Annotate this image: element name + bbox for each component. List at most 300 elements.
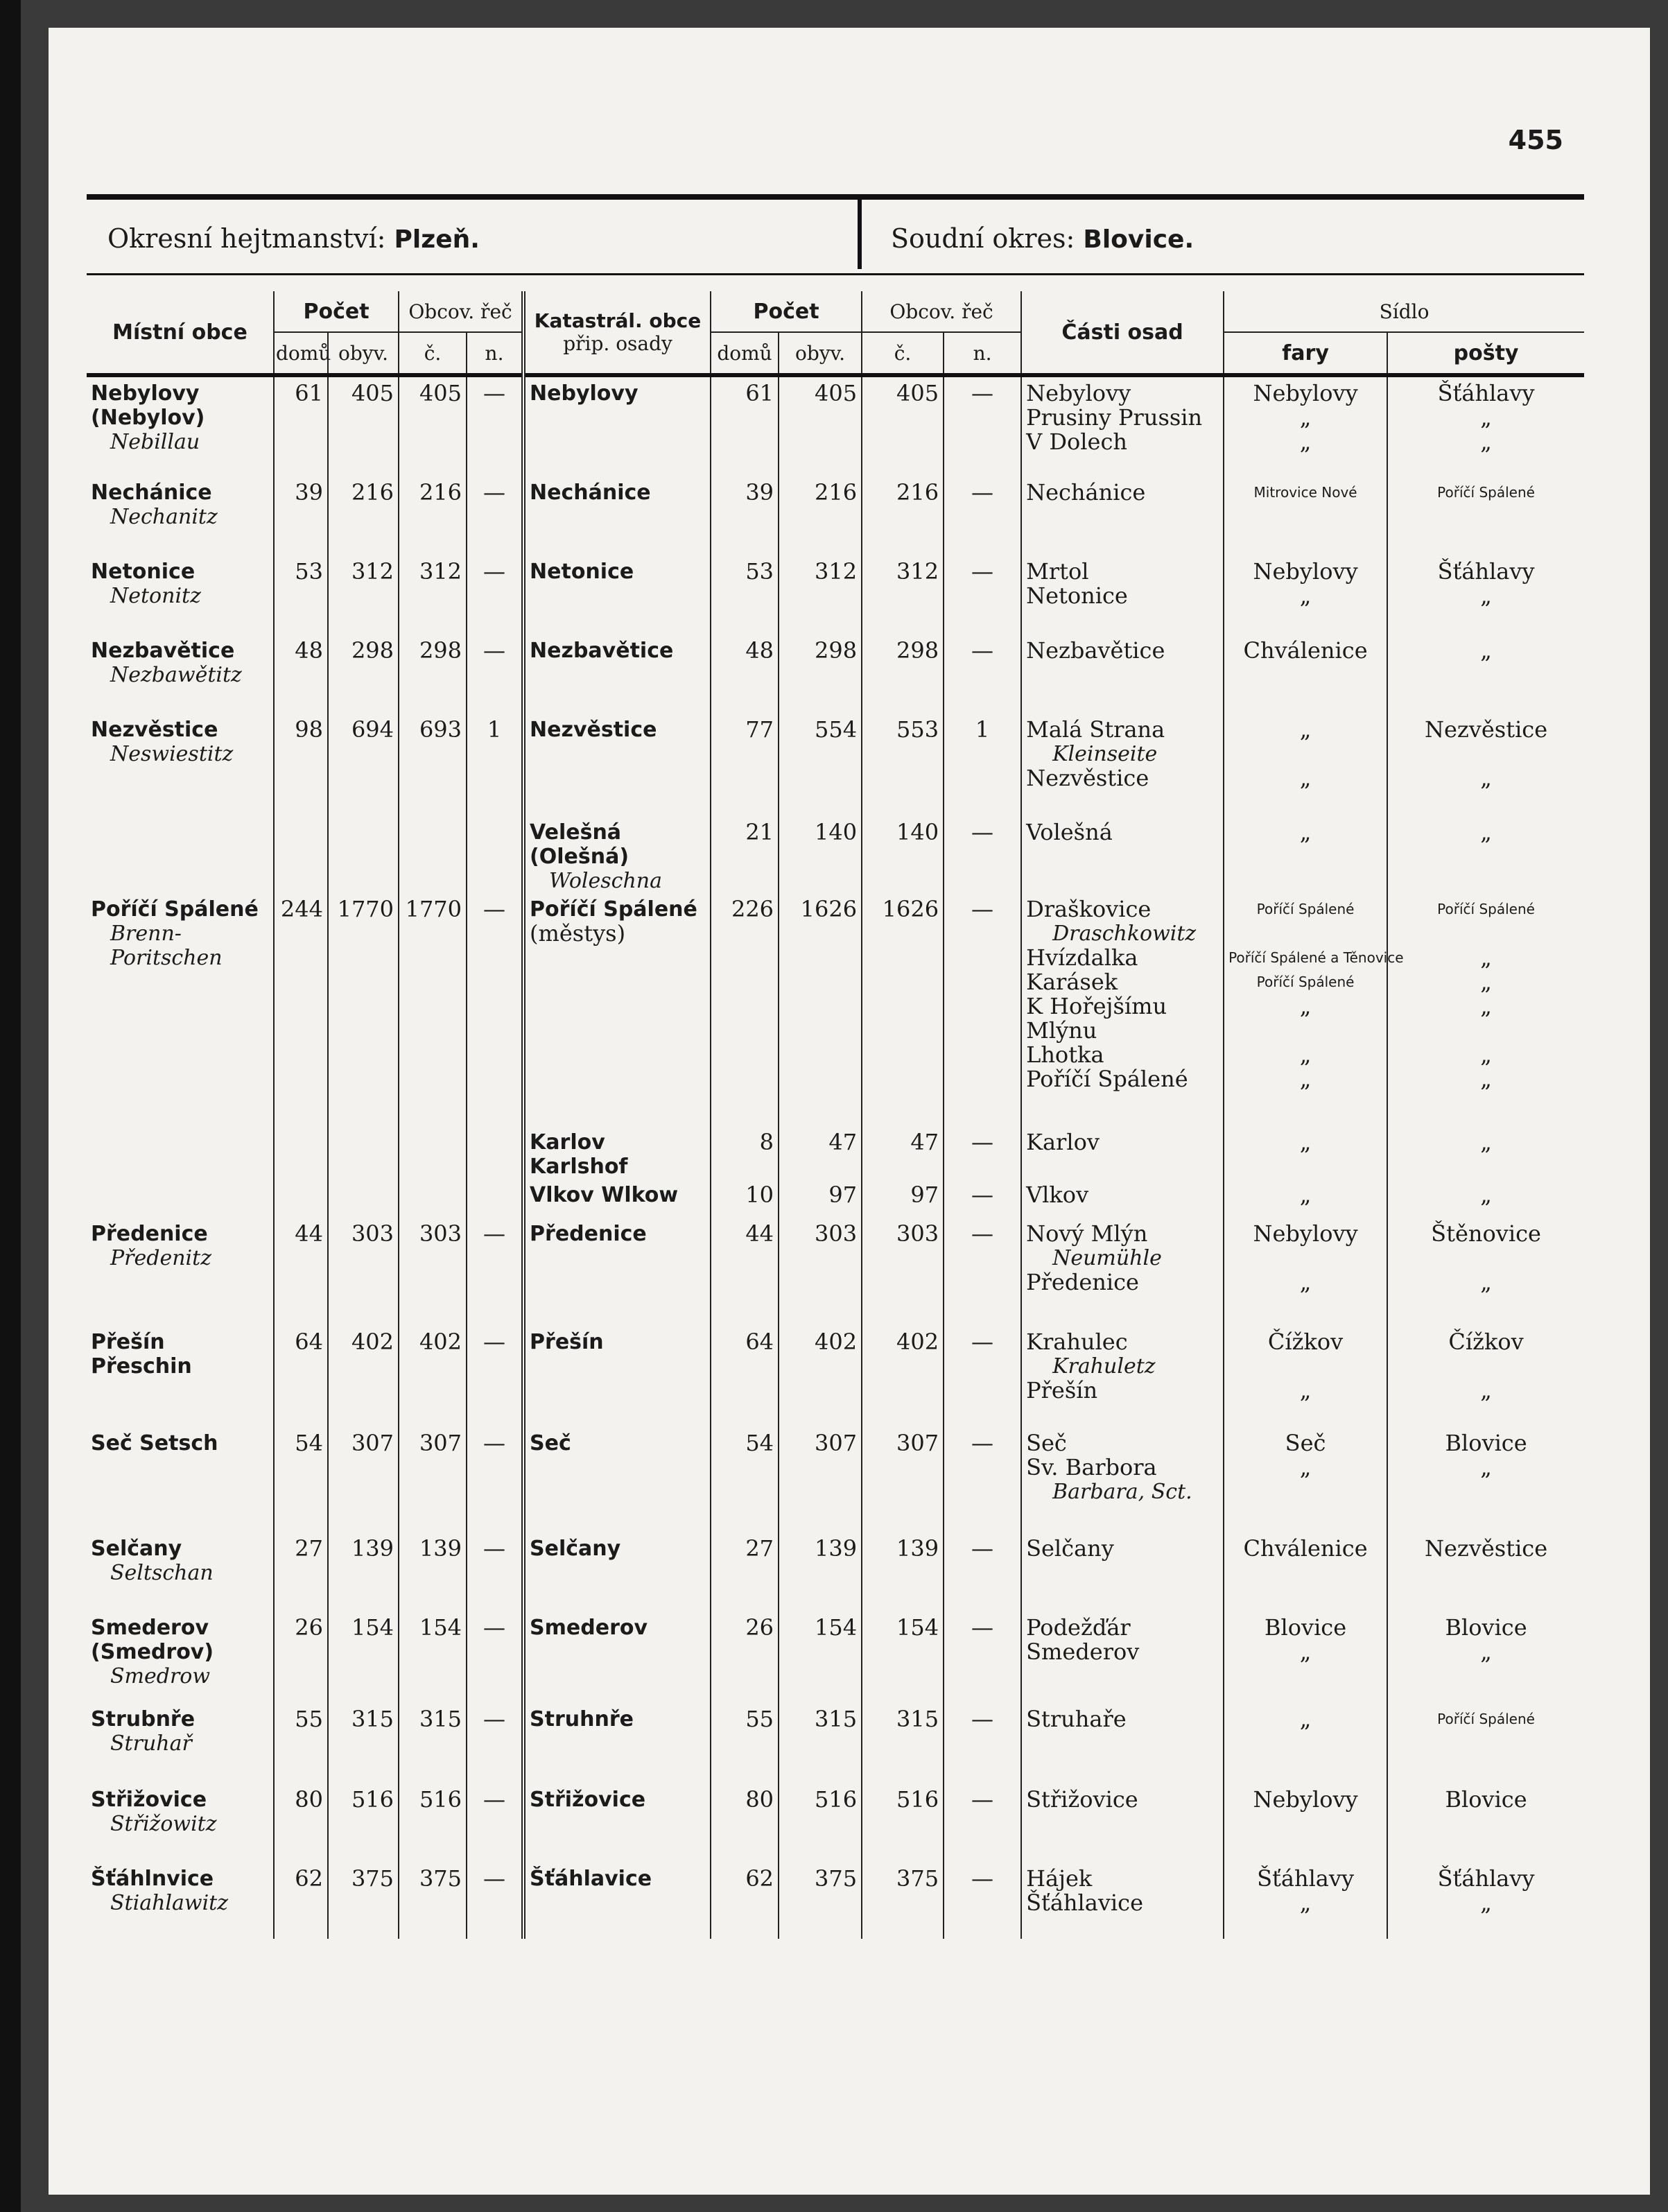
cell-k-domu bbox=[711, 634, 779, 714]
cell-domu-value: 64 bbox=[295, 1329, 323, 1355]
fara-seat: Seč bbox=[1285, 1430, 1326, 1456]
cell-k-domu-value: 226 bbox=[731, 896, 774, 922]
cell-domu bbox=[274, 634, 328, 714]
cell-k-german bbox=[944, 1218, 1021, 1326]
obec-name: Nezbavětice bbox=[91, 639, 235, 663]
obec-german-name: Neswiestitz bbox=[110, 742, 234, 766]
table-row bbox=[87, 1783, 1584, 1863]
col-domu-2: domů bbox=[711, 332, 779, 375]
cell-casti-osad bbox=[1021, 1783, 1224, 1863]
cell-domu bbox=[274, 816, 328, 893]
cell-k-czech bbox=[862, 634, 944, 714]
cell-k-obyv bbox=[779, 1126, 862, 1179]
cell-k-german bbox=[944, 634, 1021, 714]
table-row bbox=[87, 816, 1584, 893]
cell-german bbox=[467, 893, 523, 1126]
cell-czech bbox=[399, 816, 467, 893]
cell-obyv-value: 303 bbox=[351, 1220, 394, 1247]
cell-k-obyv bbox=[779, 816, 862, 893]
table-row bbox=[87, 555, 1584, 634]
katastral-name: Předenice bbox=[530, 1222, 647, 1246]
cell-fary bbox=[1224, 555, 1387, 634]
fara-seat: „ bbox=[1299, 582, 1312, 609]
cell-katastral bbox=[523, 1532, 711, 1612]
part-name: Mrtol bbox=[1026, 558, 1089, 585]
cell-obec bbox=[87, 1863, 274, 1939]
part-name: Hájek bbox=[1026, 1865, 1093, 1892]
fara-seat: Mitrovice Nové bbox=[1253, 484, 1357, 501]
cell-k-czech bbox=[862, 1126, 944, 1179]
cell-katastral bbox=[523, 1179, 711, 1218]
table-row bbox=[87, 1863, 1584, 1939]
cell-domu-value: 98 bbox=[295, 716, 323, 743]
cell-domu-value: 48 bbox=[295, 637, 323, 664]
cell-obyv bbox=[328, 1612, 399, 1703]
posta-seat bbox=[1392, 1246, 1580, 1270]
cell-k-german bbox=[944, 1326, 1021, 1427]
cell-k-czech bbox=[862, 555, 944, 634]
cell-czech-value: 216 bbox=[419, 479, 462, 506]
obec-german-name: Nebillau bbox=[110, 430, 200, 454]
katastral-name: Poříčí Spálené bbox=[530, 897, 697, 922]
cell-katastral bbox=[523, 476, 711, 555]
cell-obyv-value: 405 bbox=[351, 380, 394, 406]
cell-obyv bbox=[328, 1427, 399, 1532]
cell-german-value: — bbox=[483, 1786, 506, 1813]
table-row bbox=[87, 634, 1584, 714]
table-row bbox=[87, 375, 1584, 476]
cell-czech bbox=[399, 1612, 467, 1703]
posta-seat: „ bbox=[1480, 637, 1492, 664]
table-row bbox=[87, 476, 1584, 555]
obec-alt-name: (Smedrov) bbox=[91, 1640, 214, 1664]
cell-k-german bbox=[944, 893, 1021, 1126]
cell-k-czech-value: 216 bbox=[896, 479, 939, 506]
cell-k-german-value: — bbox=[971, 380, 994, 406]
obec-name: Předenice bbox=[91, 1222, 208, 1246]
posta-seat: Nezvěstice bbox=[1424, 1535, 1548, 1562]
katastral-name: Selčany bbox=[530, 1537, 621, 1561]
table-head bbox=[87, 291, 1584, 375]
posta-seat: Blovice bbox=[1445, 1614, 1527, 1641]
part-name: Nebylovy bbox=[1026, 380, 1131, 406]
cell-fary bbox=[1224, 375, 1387, 476]
cell-casti-osad bbox=[1021, 714, 1224, 816]
title-divider bbox=[858, 200, 862, 269]
fara-seat: „ bbox=[1299, 1129, 1312, 1155]
cell-k-obyv bbox=[779, 476, 862, 555]
obec-german-name: Stiahlawitz bbox=[110, 1891, 229, 1915]
title-bar bbox=[87, 194, 1584, 275]
cell-k-obyv-value: 307 bbox=[814, 1430, 858, 1456]
cell-k-czech bbox=[862, 1612, 944, 1703]
posta-seat: „ bbox=[1480, 1639, 1492, 1665]
cell-k-czech bbox=[862, 476, 944, 555]
cell-obec bbox=[87, 375, 274, 476]
cell-czech-value: 1770 bbox=[405, 896, 462, 922]
cell-k-domu bbox=[711, 1532, 779, 1612]
cell-casti-osad bbox=[1021, 816, 1224, 893]
cell-k-german bbox=[944, 1863, 1021, 1939]
cell-posty bbox=[1387, 1179, 1584, 1218]
cell-fary bbox=[1224, 1218, 1387, 1326]
cell-obec bbox=[87, 1612, 274, 1703]
cell-k-obyv-value: 140 bbox=[814, 819, 858, 845]
obec-name: Seč Setsch bbox=[91, 1431, 218, 1455]
katastral-name: Nezvěstice bbox=[530, 718, 657, 742]
cell-posty bbox=[1387, 1783, 1584, 1863]
cell-k-obyv-value: 303 bbox=[814, 1220, 858, 1247]
cell-k-obyv-value: 139 bbox=[814, 1535, 858, 1562]
cell-katastral bbox=[523, 893, 711, 1126]
posta-seat bbox=[1392, 1480, 1580, 1504]
cell-domu bbox=[274, 1783, 328, 1863]
cell-czech-value: 375 bbox=[419, 1865, 462, 1892]
posta-seat bbox=[1392, 1019, 1580, 1043]
cell-obyv-value: 216 bbox=[351, 479, 394, 506]
cell-obyv bbox=[328, 1783, 399, 1863]
cell-katastral bbox=[523, 555, 711, 634]
cell-k-czech bbox=[862, 1783, 944, 1863]
fara-seat bbox=[1228, 742, 1382, 766]
cell-czech-value: 139 bbox=[419, 1535, 462, 1562]
cell-czech bbox=[399, 714, 467, 816]
cell-german bbox=[467, 1532, 523, 1612]
part-name: Vlkov bbox=[1026, 1182, 1089, 1208]
cell-k-czech-value: 298 bbox=[896, 637, 939, 664]
col-pocet-2: Počet bbox=[711, 291, 862, 332]
court-cell bbox=[891, 223, 1194, 254]
cell-k-domu-value: 53 bbox=[745, 558, 774, 585]
obec-name: Střižovice bbox=[91, 1788, 207, 1812]
cell-czech-value: 303 bbox=[419, 1220, 462, 1247]
posta-seat: „ bbox=[1480, 582, 1492, 609]
cell-k-domu bbox=[711, 375, 779, 476]
cell-k-obyv bbox=[779, 555, 862, 634]
cell-k-domu-value: 27 bbox=[745, 1535, 774, 1562]
col-casti-osad: Části osad bbox=[1021, 291, 1224, 375]
posta-seat: „ bbox=[1480, 1269, 1492, 1295]
cell-czech bbox=[399, 1532, 467, 1612]
cell-obyv-value: 1770 bbox=[337, 896, 394, 922]
col-katastral-top: Katastrál. obce bbox=[534, 309, 702, 332]
part-name: Krahulec bbox=[1026, 1329, 1128, 1355]
cell-domu-value: 44 bbox=[295, 1220, 323, 1247]
obec-name: Netonice bbox=[91, 560, 196, 584]
cell-k-german-value: — bbox=[971, 1182, 994, 1208]
obec-german-name: Seltschan bbox=[110, 1561, 214, 1585]
col-obyv-2: obyv. bbox=[779, 332, 862, 375]
cell-k-german bbox=[944, 375, 1021, 476]
cell-k-czech-value: 405 bbox=[896, 380, 939, 406]
part-name: Selčany bbox=[1026, 1535, 1114, 1562]
part-name: Draschkowitz bbox=[1052, 922, 1197, 946]
cell-casti-osad bbox=[1021, 893, 1224, 1126]
page-gutter bbox=[0, 0, 21, 2212]
cell-domu bbox=[274, 375, 328, 476]
cell-fary bbox=[1224, 1783, 1387, 1863]
cell-domu bbox=[274, 476, 328, 555]
cell-katastral bbox=[523, 1218, 711, 1326]
cell-fary bbox=[1224, 1179, 1387, 1218]
cell-czech bbox=[399, 1218, 467, 1326]
cell-k-german-value: — bbox=[971, 1430, 994, 1456]
cell-obyv-value: 307 bbox=[351, 1430, 394, 1456]
part-name: Netonice bbox=[1026, 582, 1128, 609]
cell-obec bbox=[87, 893, 274, 1126]
fara-seat: Nebylovy bbox=[1253, 558, 1358, 585]
obec-german-name: Předenitz bbox=[110, 1246, 212, 1270]
cell-obec bbox=[87, 816, 274, 893]
cell-obyv-value: 312 bbox=[351, 558, 394, 585]
fara-seat: Čížkov bbox=[1267, 1329, 1344, 1355]
cell-domu-value: 27 bbox=[295, 1535, 323, 1562]
fara-seat: „ bbox=[1299, 1182, 1312, 1208]
cell-posty bbox=[1387, 1612, 1584, 1703]
posta-seat bbox=[1392, 922, 1580, 946]
obec-name: Smederov bbox=[91, 1616, 209, 1640]
posta-seat: „ bbox=[1480, 1377, 1492, 1403]
cell-czech-value: 402 bbox=[419, 1329, 462, 1355]
cell-german bbox=[467, 1612, 523, 1703]
col-katastral-bottom: přip. osady bbox=[563, 332, 672, 355]
part-name: Kleinseite bbox=[1052, 742, 1158, 766]
posta-seat bbox=[1392, 1354, 1580, 1379]
cell-k-german-value: — bbox=[971, 1614, 994, 1641]
fara-seat bbox=[1228, 1354, 1382, 1379]
part-name: Krahuletz bbox=[1052, 1354, 1156, 1379]
cell-k-czech-value: 139 bbox=[896, 1535, 939, 1562]
part-name: Draškovice bbox=[1026, 896, 1152, 922]
cell-domu bbox=[274, 1612, 328, 1703]
cell-k-german-value: — bbox=[971, 1786, 994, 1813]
cell-katastral bbox=[523, 634, 711, 714]
cell-czech bbox=[399, 1703, 467, 1783]
fara-seat: „ bbox=[1299, 1454, 1312, 1480]
cell-czech-value: 516 bbox=[419, 1786, 462, 1813]
posta-seat: Nezvěstice bbox=[1424, 716, 1548, 743]
cell-k-czech-value: 312 bbox=[896, 558, 939, 585]
cell-k-german bbox=[944, 1126, 1021, 1179]
cell-k-obyv bbox=[779, 1703, 862, 1783]
cell-posty bbox=[1387, 555, 1584, 634]
col-sidlo: Sídlo bbox=[1224, 291, 1584, 332]
fara-seat: „ bbox=[1299, 1706, 1312, 1732]
fara-seat: Nebylovy bbox=[1253, 1786, 1358, 1813]
cell-k-czech-value: 553 bbox=[896, 716, 939, 743]
cell-k-obyv bbox=[779, 1427, 862, 1532]
cell-posty bbox=[1387, 1532, 1584, 1612]
fara-seat: „ bbox=[1299, 1042, 1312, 1068]
cell-obyv-value: 694 bbox=[351, 716, 394, 743]
part-name: Hvízdalka bbox=[1026, 944, 1138, 971]
cell-k-domu-value: 39 bbox=[745, 479, 774, 506]
col-mistni-obce: Místní obce bbox=[112, 320, 247, 345]
part-name: Mlýnu bbox=[1026, 1017, 1097, 1044]
part-name: Karásek bbox=[1026, 969, 1118, 995]
cell-fary bbox=[1224, 1326, 1387, 1427]
cell-obyv bbox=[328, 1532, 399, 1612]
fara-seat: „ bbox=[1299, 765, 1312, 791]
part-name: Struhaře bbox=[1026, 1706, 1127, 1732]
cell-czech bbox=[399, 1863, 467, 1939]
cell-k-czech-value: 303 bbox=[896, 1220, 939, 1247]
cell-czech bbox=[399, 1783, 467, 1863]
posta-seat: Čížkov bbox=[1448, 1329, 1524, 1355]
cell-obyv bbox=[328, 634, 399, 714]
cell-k-domu bbox=[711, 1783, 779, 1863]
cell-k-german bbox=[944, 1532, 1021, 1612]
part-name: V Dolech bbox=[1026, 429, 1127, 455]
posta-seat: Štěnovice bbox=[1431, 1220, 1541, 1247]
cell-german-value: 1 bbox=[487, 716, 502, 743]
cell-k-czech bbox=[862, 1179, 944, 1218]
cell-k-czech-value: 97 bbox=[910, 1182, 939, 1208]
cell-k-domu bbox=[711, 1326, 779, 1427]
cell-k-german bbox=[944, 555, 1021, 634]
cell-czech bbox=[399, 1427, 467, 1532]
obec-name: Přešín Přeschin bbox=[91, 1330, 192, 1379]
katastral-name: Nezbavětice bbox=[530, 639, 674, 663]
cell-domu bbox=[274, 1427, 328, 1532]
posta-seat: „ bbox=[1480, 404, 1492, 431]
cell-k-domu bbox=[711, 1863, 779, 1939]
part-name: Neumühle bbox=[1052, 1246, 1162, 1270]
cell-obec bbox=[87, 555, 274, 634]
col-katastral bbox=[523, 291, 711, 375]
cell-domu bbox=[274, 1179, 328, 1218]
cell-k-german-value: — bbox=[971, 819, 994, 845]
cell-k-german bbox=[944, 1703, 1021, 1783]
cell-obyv bbox=[328, 893, 399, 1126]
cell-domu-value: 55 bbox=[295, 1706, 323, 1732]
part-name: Lhotka bbox=[1026, 1042, 1104, 1068]
katastral-name: Karlov Karlshof bbox=[530, 1130, 628, 1179]
part-name: Podežďár bbox=[1026, 1614, 1131, 1641]
cell-fary bbox=[1224, 1703, 1387, 1783]
cell-obec bbox=[87, 1126, 274, 1179]
cell-casti-osad bbox=[1021, 1427, 1224, 1532]
cell-k-obyv bbox=[779, 375, 862, 476]
cell-k-domu-value: 80 bbox=[745, 1786, 774, 1813]
cell-k-obyv bbox=[779, 1863, 862, 1939]
cell-obyv bbox=[328, 714, 399, 816]
cell-czech-value: 405 bbox=[419, 380, 462, 406]
cell-k-czech-value: 402 bbox=[896, 1329, 939, 1355]
cell-k-czech bbox=[862, 1863, 944, 1939]
cell-czech bbox=[399, 1326, 467, 1427]
cell-k-domu bbox=[711, 893, 779, 1126]
cell-fary bbox=[1224, 1126, 1387, 1179]
part-name: Nechánice bbox=[1026, 479, 1146, 506]
cell-posty bbox=[1387, 1326, 1584, 1427]
cell-k-domu bbox=[711, 1126, 779, 1179]
cell-german bbox=[467, 476, 523, 555]
cell-german bbox=[467, 1427, 523, 1532]
cell-obyv bbox=[328, 555, 399, 634]
fara-seat: „ bbox=[1299, 1639, 1312, 1665]
cell-katastral bbox=[523, 1126, 711, 1179]
cell-czech bbox=[399, 375, 467, 476]
cell-k-czech bbox=[862, 1218, 944, 1326]
cell-k-obyv bbox=[779, 1612, 862, 1703]
cell-czech bbox=[399, 1126, 467, 1179]
fara-seat bbox=[1228, 1019, 1382, 1043]
cell-german-value: — bbox=[483, 1535, 506, 1562]
cell-k-obyv-value: 405 bbox=[814, 380, 858, 406]
table-row bbox=[87, 1703, 1584, 1783]
cell-german-value: — bbox=[483, 1706, 506, 1732]
cell-katastral bbox=[523, 714, 711, 816]
fara-seat: Poříčí Spálené a Těnovice bbox=[1228, 949, 1404, 966]
cell-k-german-value: — bbox=[971, 1129, 994, 1155]
cell-czech bbox=[399, 1179, 467, 1218]
fara-seat: „ bbox=[1299, 993, 1312, 1019]
cell-obyv bbox=[328, 1863, 399, 1939]
posta-seat: „ bbox=[1480, 1129, 1492, 1155]
fara-seat: „ bbox=[1299, 1377, 1312, 1403]
cell-casti-osad bbox=[1021, 1326, 1224, 1427]
cell-czech-value: 307 bbox=[419, 1430, 462, 1456]
cell-k-obyv-value: 216 bbox=[814, 479, 858, 506]
cell-obyv bbox=[328, 816, 399, 893]
cell-katastral bbox=[523, 816, 711, 893]
cell-german bbox=[467, 1326, 523, 1427]
cell-k-german-value: 1 bbox=[975, 716, 990, 743]
part-name: Střižovice bbox=[1026, 1786, 1138, 1813]
cell-k-domu bbox=[711, 1218, 779, 1326]
cell-k-german bbox=[944, 1783, 1021, 1863]
obec-name: Poříčí Spálené bbox=[91, 897, 259, 922]
cell-domu bbox=[274, 1703, 328, 1783]
part-name: Šťáhlavice bbox=[1026, 1890, 1144, 1916]
fara-seat: Nebylovy bbox=[1253, 1220, 1358, 1247]
cell-domu bbox=[274, 555, 328, 634]
posta-seat: „ bbox=[1480, 944, 1492, 971]
cell-casti-osad bbox=[1021, 1612, 1224, 1703]
fara-seat: Chválenice bbox=[1243, 1535, 1368, 1562]
cell-k-czech-value: 1626 bbox=[882, 896, 939, 922]
cell-domu-value: 53 bbox=[295, 558, 323, 585]
cell-katastral bbox=[523, 1612, 711, 1703]
cell-german bbox=[467, 816, 523, 893]
cell-obyv-value: 154 bbox=[351, 1614, 394, 1641]
cell-german-value: — bbox=[483, 1865, 506, 1892]
cell-k-czech bbox=[862, 816, 944, 893]
obec-name: Nechánice bbox=[91, 481, 212, 505]
part-name: Nový Mlýn bbox=[1026, 1220, 1148, 1247]
cell-fary bbox=[1224, 893, 1404, 1126]
cell-obec bbox=[87, 1326, 274, 1427]
cell-german bbox=[467, 1126, 523, 1179]
cell-k-czech bbox=[862, 1427, 944, 1532]
fara-seat: Nebylovy bbox=[1253, 380, 1358, 406]
cell-obyv-value: 375 bbox=[351, 1865, 394, 1892]
cell-k-german-value: — bbox=[971, 1865, 994, 1892]
posta-seat: „ bbox=[1480, 969, 1492, 995]
cell-german-value: — bbox=[483, 558, 506, 585]
fara-seat: Šťáhlavy bbox=[1257, 1865, 1355, 1892]
cell-k-obyv-value: 402 bbox=[814, 1329, 858, 1355]
cell-czech bbox=[399, 634, 467, 714]
cell-obyv bbox=[328, 1326, 399, 1427]
cell-german-value: — bbox=[483, 1614, 506, 1641]
district-value: Plzeň. bbox=[394, 225, 480, 254]
col-c: č. bbox=[399, 332, 467, 375]
cell-domu bbox=[274, 714, 328, 816]
cell-k-obyv-value: 312 bbox=[814, 558, 858, 585]
cell-k-german-value: — bbox=[971, 479, 994, 506]
